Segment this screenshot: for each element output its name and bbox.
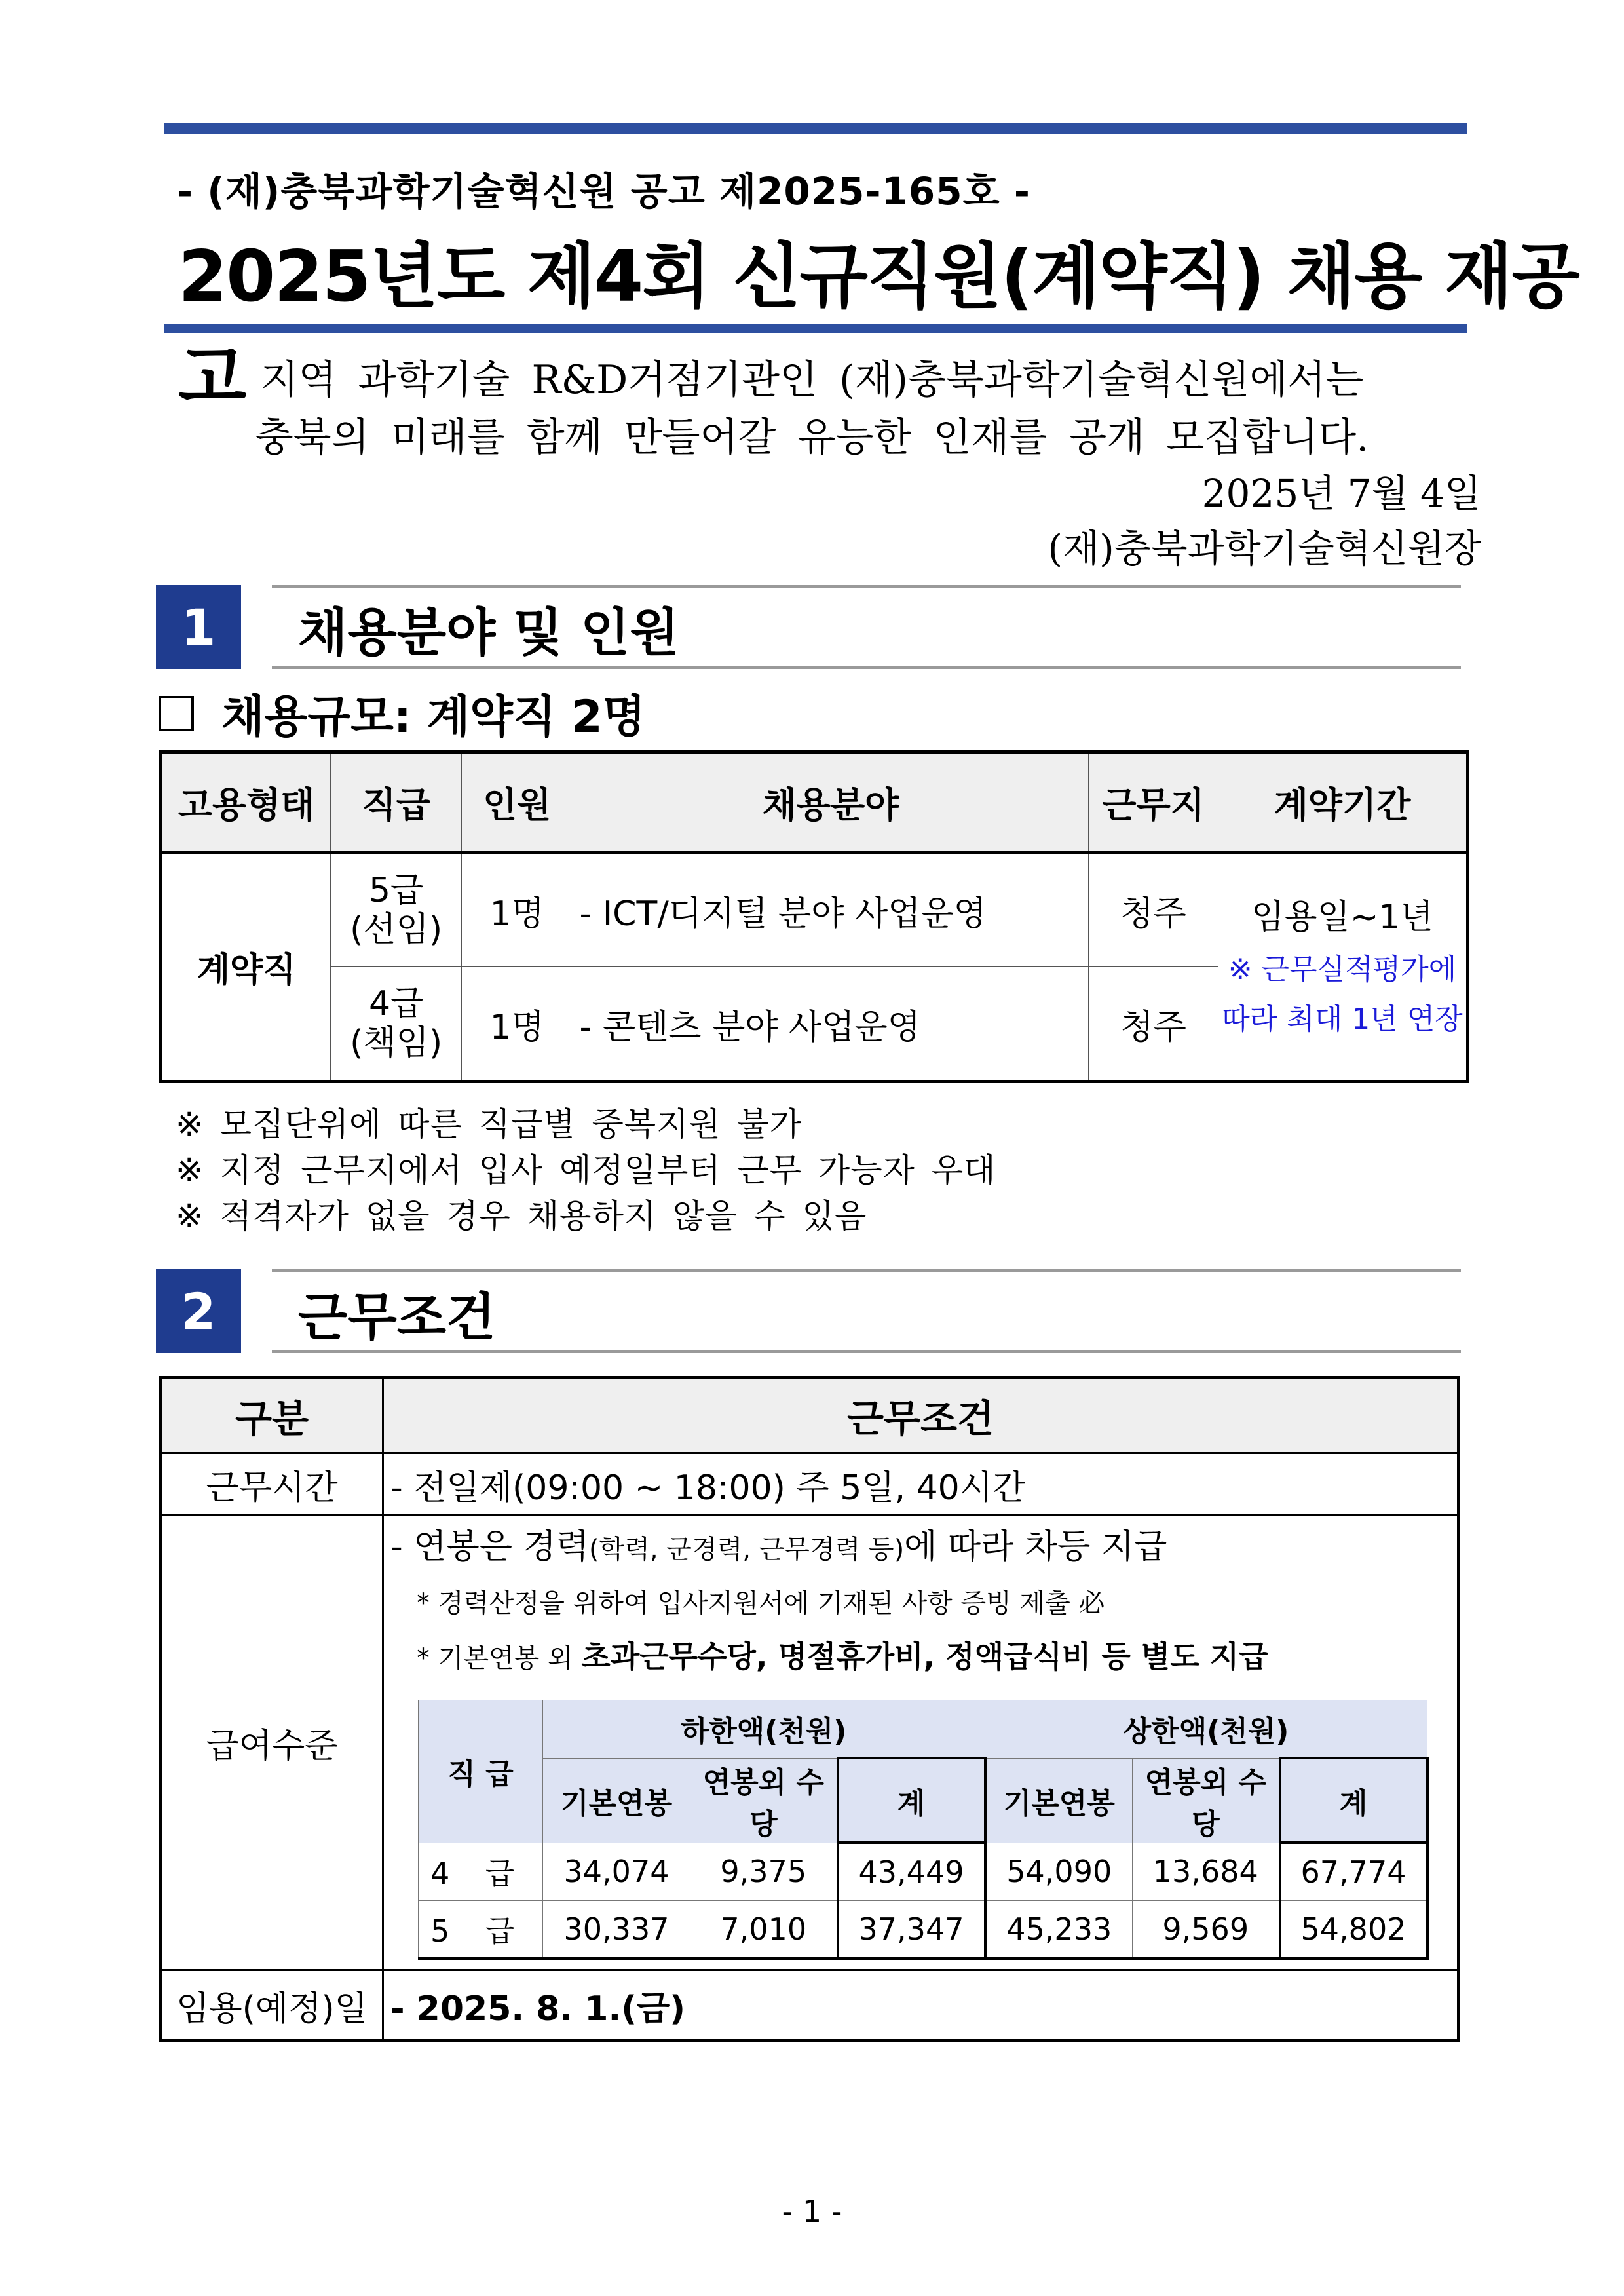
table-row [161,852,1468,967]
section-2-number: 2 [156,1269,241,1353]
salary-value: 30,337 [543,1901,690,1959]
header-upper: 상한액(천원) [985,1700,1427,1759]
salary-value: 54,802 [1280,1901,1427,1959]
salary-value: 34,074 [543,1843,690,1901]
work-hours: - 전일제(09:00 ~ 18:00) 주 5일, 40시간 [383,1453,1459,1516]
section-1-number: 1 [156,585,241,669]
header-grade: 직급 [331,752,462,852]
header-field: 채용분야 [573,752,1089,852]
salary-sub-2a: * 기본연봉 외 [417,1643,582,1674]
grade-cell [331,852,462,967]
header-location: 근무지 [1089,752,1218,852]
grade: 5급 [368,871,424,910]
table-row [419,1901,1427,1959]
notice-number: - (재)충북과학기술혁신원 공고 제2025-165호 - [177,169,1030,214]
field: - ICT/디지털 분야 사업운영 [573,852,1089,967]
salary-sub-2 [390,1633,1457,1676]
salary-header-row [419,1700,1427,1759]
hiring-scale-text: 채용규모: 계약직 2명 [221,691,646,743]
salary-value: 54,090 [985,1843,1133,1901]
note-2: ※ 지정 근무지에서 입사 예정일부터 근무 가능자 우대 [176,1151,996,1189]
grade-cell [331,967,462,1082]
period-note-1: ※ 근무실적평가에 [1228,953,1457,986]
sub-header: 계 [1280,1758,1427,1843]
header-period: 계약기간 [1218,752,1467,852]
header-conditions: 근무조건 [383,1377,1459,1453]
salary-sub-2b: 초과근무수당, 명절휴가비, 정액급식비 등 별도 지급 [581,1639,1268,1674]
section-2-title: 근무조건 [298,1288,496,1347]
note-3: ※ 적격자가 없을 경우 채용하지 않을 수 있음 [176,1197,867,1235]
period-note-2: 따라 최대 1년 연장 [1222,1003,1463,1036]
issuer: (재)충북과학기술혁신원장 [1048,526,1481,571]
intro-line-2: 충북의 미래를 함께 만들어갈 유능한 인재를 공개 모집합니다. [255,415,1369,461]
notice-date: 2025년 7월 4일 [1201,471,1481,516]
sub-header: 연봉외 수당 [1133,1758,1280,1843]
salary-label: 급여수준 [161,1516,383,1970]
grade: 4급 [368,984,424,1024]
employment-type: 계약직 [161,852,331,1082]
salary-cell [383,1516,1459,1970]
note-1: ※ 모집단위에 따른 직급별 중복지원 불가 [176,1105,803,1143]
work-conditions-table [159,1376,1460,2042]
location: 청주 [1089,967,1218,1082]
salary-line [390,1519,1457,1568]
salary-sub-1: * 경력산정을 위하여 입사지원서에 기재된 사항 증빙 제출 必 [417,1588,1105,1618]
work-hours-label: 근무시간 [161,1453,383,1516]
salary-value: 43,449 [838,1843,985,1901]
page-title: 2025년도 제4회 신규직원(계약직) 채용 재공고 [178,236,1579,419]
section-2-top-line [272,1269,1461,1272]
salary-value: 13,684 [1133,1843,1280,1901]
table-row [419,1843,1427,1901]
field: - 콘텐츠 분야 사업운영 [573,967,1089,1082]
hiring-scale [159,681,645,745]
grade-note: (책임) [350,1024,443,1063]
section-1-bottom-line [272,666,1461,669]
section-1-title: 채용분야 및 인원 [298,603,679,662]
location: 청주 [1089,852,1218,967]
intro-line-1: 지역 과학기술 R&D거점기관인 (재)충북과학기술혁신원에서는 [260,357,1364,403]
sub-header: 기본연봉 [543,1758,690,1843]
period-cell [1218,852,1467,1082]
section-2-bottom-line [272,1350,1461,1353]
rank: 4 급 [419,1843,543,1901]
salary-value: 7,010 [690,1901,838,1959]
salary-value: 67,774 [1280,1843,1427,1901]
table-row [161,1970,1458,2041]
page-number: - 1 - [782,2194,842,2229]
title-rule [164,324,1467,333]
sub-header: 계 [838,1758,985,1843]
salary-value: 9,569 [1133,1901,1280,1959]
appoint-date: - 2025. 8. 1.(금) [383,1970,1459,2041]
hiring-table-header [161,752,1468,852]
header-employment-type: 고용형태 [161,752,331,852]
salary-line-b: (학력, 군경력, 근무경력 등) [588,1535,905,1565]
top-rule [164,123,1467,134]
count: 1명 [461,852,573,967]
header-count: 인원 [461,752,573,852]
salary-value: 9,375 [690,1843,838,1901]
count: 1명 [461,967,573,1082]
table-row [161,1516,1458,1970]
salary-line-c: 에 따라 차등 지급 [904,1527,1167,1567]
salary-table [418,1700,1429,1960]
checkbox-square-icon [159,696,194,731]
hiring-table [159,750,1469,1083]
rank: 5 급 [419,1901,543,1959]
period: 임용일~1년 [1251,898,1433,937]
header-rank: 직 급 [419,1700,543,1843]
work-conditions-header [161,1377,1458,1453]
salary-value: 37,347 [838,1901,985,1959]
salary-line-a: - 연봉은 경력 [390,1527,589,1567]
sub-header: 연봉외 수당 [690,1758,838,1843]
table-row [161,1453,1458,1516]
header-category: 구분 [161,1377,383,1453]
section-1-top-line [272,585,1461,588]
header-lower: 하한액(천원) [543,1700,985,1759]
sub-header: 기본연봉 [985,1758,1133,1843]
appoint-label: 임용(예정)일 [161,1970,383,2041]
salary-value: 45,233 [985,1901,1133,1959]
salary-subheader-row [419,1758,1427,1843]
grade-note: (선임) [350,910,443,949]
